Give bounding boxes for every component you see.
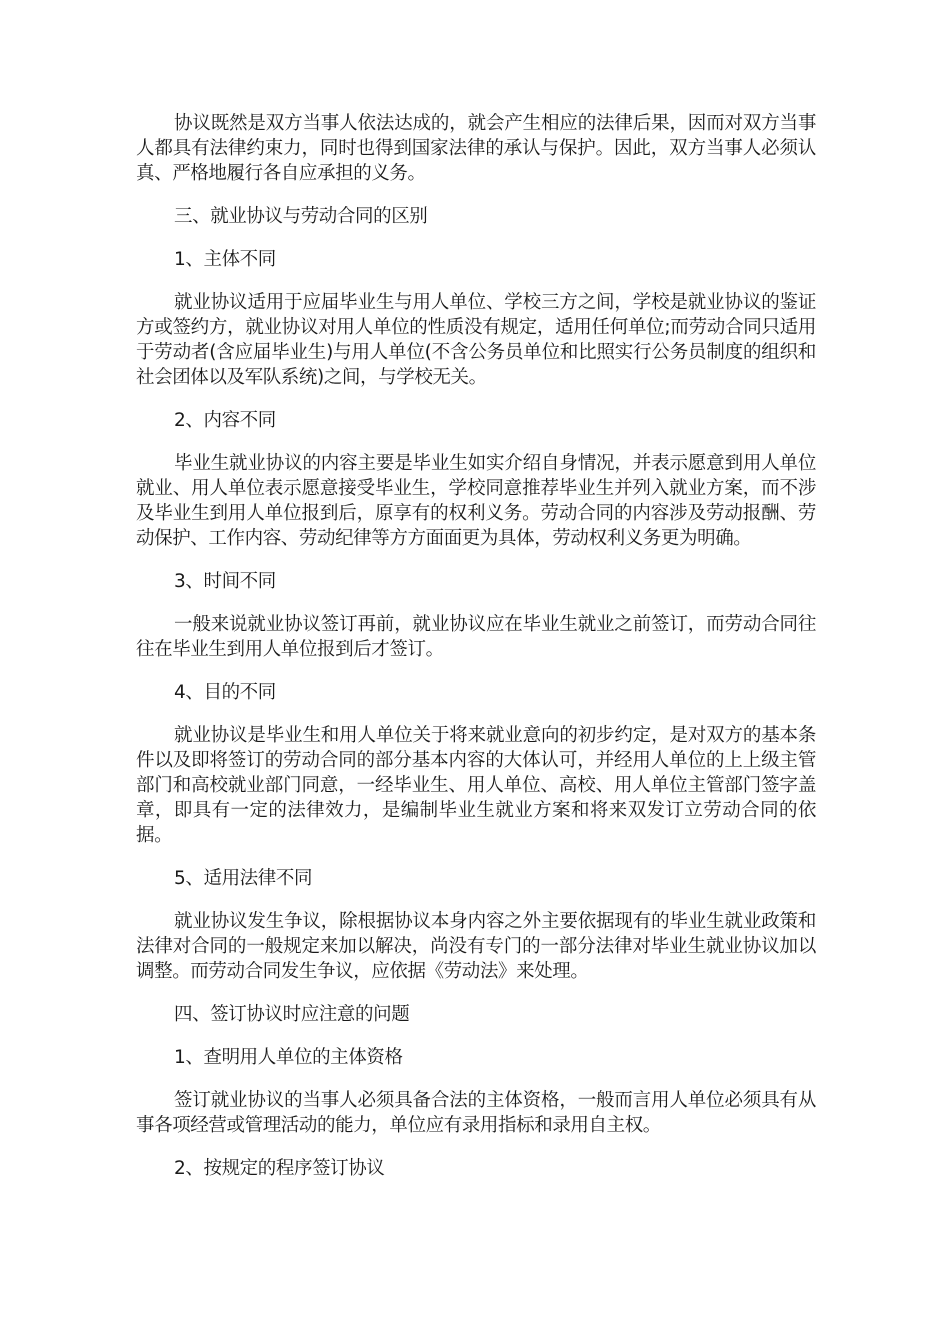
section-heading-notes: 四、签订协议时应注意的问题	[174, 1004, 410, 1025]
subheading-qualification: 1、查明用人单位的主体资格	[174, 1047, 403, 1068]
paragraph-qualification: 签订就业协议的当事人必须具备合法的主体资格，一般而言用人单位必须具有从事各项经营或管理活动的能力，单位应有录用指标和录用自主权。	[136, 1090, 816, 1136]
document-page	[136, 111, 816, 1199]
subheading-procedure: 2、按规定的程序签订协议	[174, 1158, 385, 1179]
subheading-subject: 1、主体不同	[174, 249, 276, 270]
subheading-purpose: 4、目的不同	[174, 682, 276, 703]
paragraph-content: 毕业生就业协议的内容主要是毕业生如实介绍自身情况，并表示愿意到用人单位就业、用人单位表示愿意接受毕业生，学校同意推荐毕业生并列入就业方案，而不涉及毕业生到用人单位报到后，原享有的权利义务。劳动合同的内容涉及劳动报酬、劳动保护、工作内容、劳动纪律等方方面面更为具体，劳动权利义务更为明确。	[136, 453, 816, 549]
paragraph-time: 一般来说就业协议签订再前，就业协议应在毕业生就业之前签订，而劳动合同往往在毕业生到用人单位报到后才签订。	[136, 614, 816, 660]
section-heading-differences: 三、就业协议与劳动合同的区别	[174, 206, 428, 227]
subheading-time: 3、时间不同	[174, 571, 276, 592]
paragraph-legal-effect: 协议既然是双方当事人依法达成的，就会产生相应的法律后果，因而对双方当事人都具有法律约束力，同时也得到国家法律的承认与保护。因此，双方当事人必须认真、严格地履行各自应承担的义务。	[136, 113, 816, 184]
paragraph-purpose: 就业协议是毕业生和用人单位关于将来就业意向的初步约定，是对双方的基本条件以及即将签订的劳动合同的部分基本内容的大体认可，并经用人单位的上上级主管部门和高校就业部门同意，一经毕业生、用人单位、高校、用人单位主管部门签字盖章，即具有一定的法律效力，是编制毕业生就业方案和将来双发订立劳动合同的依据。	[136, 725, 816, 846]
paragraph-subject: 就业协议适用于应届毕业生与用人单位、学校三方之间，学校是就业协议的鉴证方或签约方，就业协议对用人单位的性质没有规定，适用任何单位;而劳动合同只适用于劳动者(含应届毕业生)与用人单位(不含公务员单位和比照实行公务员制度的组织和社会团体以及军队系统)之间，与学校无关。	[136, 292, 816, 388]
paragraph-law: 就业协议发生争议，除根据协议本身内容之外主要依据现有的毕业生就业政策和法律对合同的一般规定来加以解决，尚没有专门的一部分法律对毕业生就业协议加以调整。而劳动合同发生争议，应依据《劳动法》来处理。	[136, 911, 816, 982]
subheading-content: 2、内容不同	[174, 410, 276, 431]
subheading-law: 5、适用法律不同	[174, 868, 313, 889]
